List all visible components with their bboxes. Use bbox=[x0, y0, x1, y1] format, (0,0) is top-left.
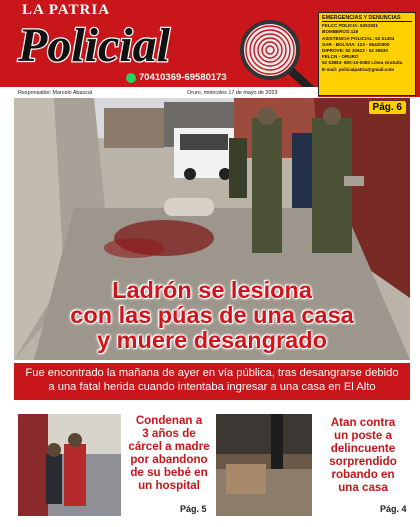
main-headline-line: con las púas de una casa bbox=[70, 302, 354, 328]
story-1-page-reference: Pág. 5 bbox=[180, 504, 207, 514]
story-2-headline-line: sorprendido bbox=[329, 455, 397, 468]
main-subheadline-line: Fue encontrado la mañana de ayer en vía pública, tras desangrarse debido bbox=[25, 367, 399, 379]
responsible-label: Responsable: Marcelo Abascal bbox=[18, 89, 93, 96]
story-1-headline-line: de su bebé en bbox=[130, 466, 208, 479]
emergency-line: 52 53893- 800-10-0080 Línea Gratuita bbox=[322, 60, 403, 66]
date-line: Oruro, miércoles 17 de mayo de 2023 bbox=[187, 89, 278, 96]
main-page-reference: Pág. 6 bbox=[369, 101, 406, 114]
story-1-headline-line: Condenan a bbox=[135, 414, 203, 427]
emergency-line: DIPROVE: 52 30623 - 52 30630 bbox=[322, 48, 388, 54]
story-2-headline-line: Atan contra bbox=[330, 416, 396, 429]
emergency-line: FELCC POLICIA: 5251921 bbox=[322, 23, 378, 29]
masthead-phones-text: 70410369-69580173 bbox=[139, 72, 227, 83]
whatsapp-icon bbox=[126, 73, 136, 83]
emergency-line: SAR - BOLIVIA: 123 - 65420000 bbox=[322, 41, 390, 47]
emergency-contacts-box bbox=[318, 12, 416, 96]
story-1-headline-line: por abandono bbox=[130, 453, 208, 466]
story-1-photo bbox=[18, 414, 121, 516]
emergency-line: E-mail: policialpatria@gmail.com bbox=[322, 66, 395, 72]
story-1-headline bbox=[125, 414, 213, 492]
masthead-phones bbox=[126, 72, 227, 83]
magnifying-glass-fingerprint-icon bbox=[232, 16, 318, 94]
masthead-logo-text: Policial bbox=[18, 19, 170, 69]
story-2-headline-line: delincuente bbox=[330, 442, 396, 455]
story-2-headline-line: robando en bbox=[331, 468, 395, 481]
main-headline-line: Ladrón se lesiona bbox=[112, 277, 312, 303]
main-headline bbox=[14, 278, 410, 353]
masthead bbox=[0, 0, 420, 97]
main-headline-line: y muere desangrado bbox=[97, 327, 327, 353]
story-1-headline-line: cárcel a madre bbox=[128, 440, 210, 453]
emergency-line: ASISTENCIA POLICIAL: 52 51404 bbox=[322, 35, 395, 41]
story-2-photo bbox=[216, 414, 312, 516]
story-2-page-reference: Pág. 4 bbox=[380, 504, 407, 514]
story-2-headline-line: un poste a bbox=[334, 429, 392, 442]
story-1-headline-line: 3 años de bbox=[142, 427, 196, 440]
info-bar bbox=[0, 87, 318, 98]
main-subheadline bbox=[14, 363, 410, 400]
emergency-line: BOMBEROS:119 bbox=[322, 29, 358, 35]
masthead-kicker: LA PATRIA bbox=[22, 2, 111, 18]
story-1-headline-line: un hospital bbox=[138, 479, 200, 492]
emergency-title: EMERGENCIAS Y DENUNCIAS bbox=[322, 15, 412, 22]
masthead-logo bbox=[16, 19, 230, 69]
emergency-line: FELCN - ORURO bbox=[322, 54, 359, 60]
story-2-headline-line: una casa bbox=[338, 481, 388, 494]
main-subheadline-line: a una fatal herida cuando intentaba ingresar a una casa en El Alto bbox=[48, 380, 376, 393]
story-2-headline bbox=[316, 416, 410, 494]
